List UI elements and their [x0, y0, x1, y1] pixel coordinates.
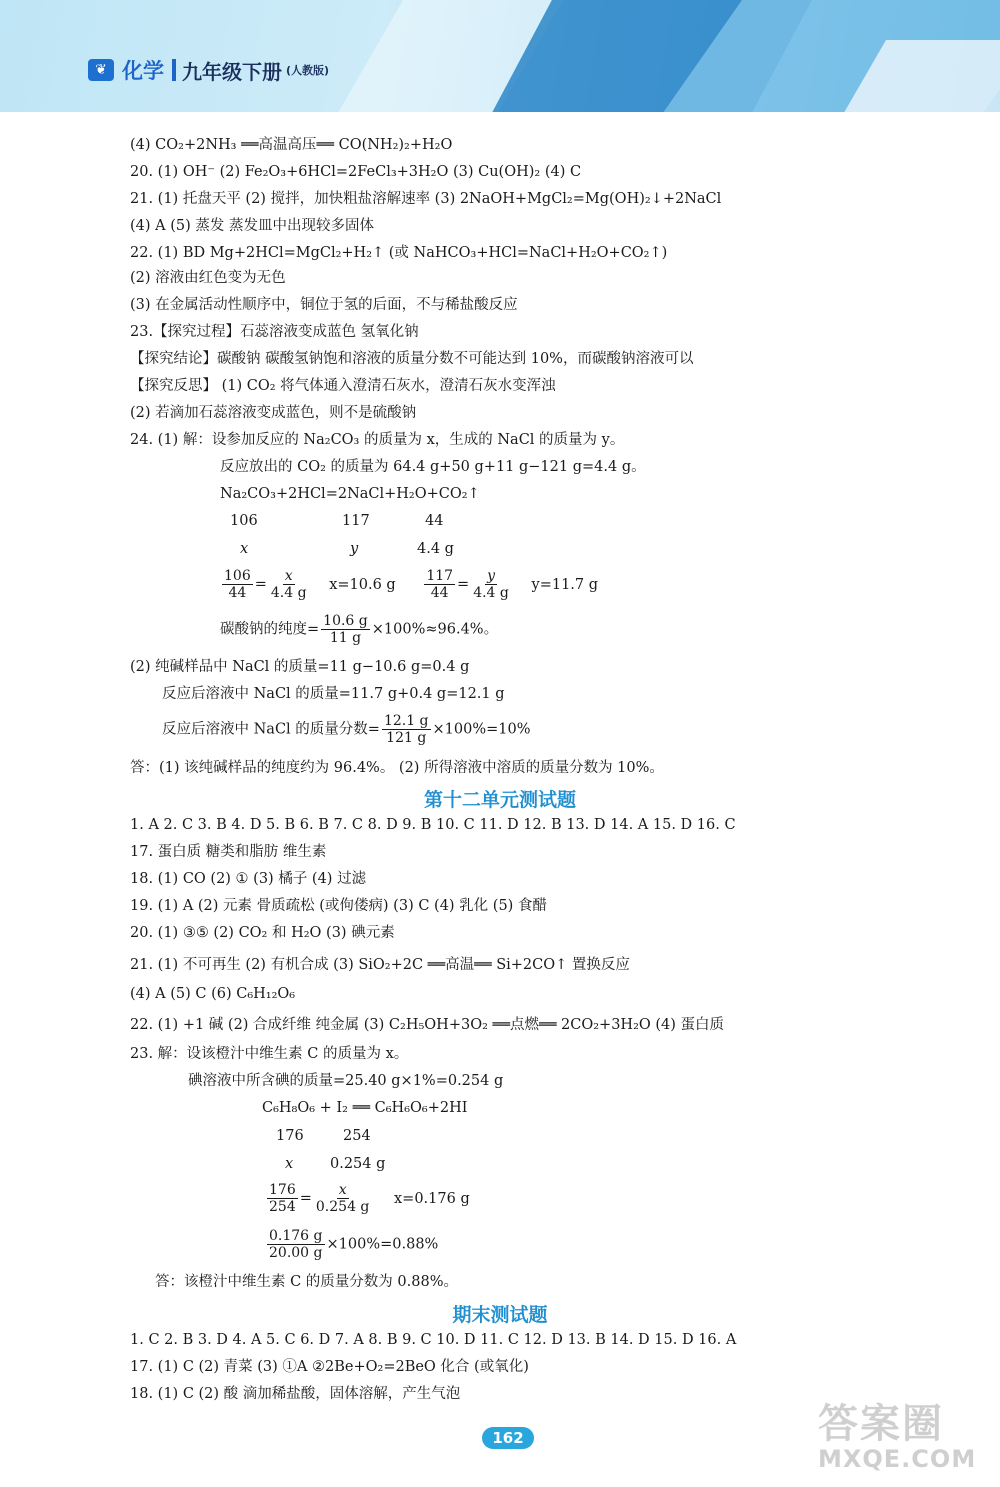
answer-line: 答：该橙汁中维生素 C 的质量分数为 0.88%。: [155, 1274, 458, 1290]
answer-line: 1. C 2. B 3. D 4. A 5. C 6. D 7. A 8. B 9. C 10. D 11. C 12. D 13. B 14. D 15. D 16. A: [130, 1332, 737, 1348]
answer-line: 22. (1) BD Mg+2HCl=MgCl₂+H₂↑ (或 NaHCO₃+HCl=NaCl+H₂O+CO₂↑): [130, 245, 668, 261]
fraction: $\frac{0.176 g}{20.00 g}$: [269, 1228, 323, 1261]
fraction: $\frac{10.6 g}{11 g}$: [323, 613, 368, 646]
answer-line: 18. (1) CO (2) ① (3) 橘子 (4) 过滤: [130, 871, 367, 887]
equation-line: C₆H₈O₆ + I₂ ══ C₆H₆O₆+2HI: [262, 1100, 468, 1116]
fraction: $\frac{x}{4.4 g}$: [270, 568, 307, 601]
result-x: x=0.176 g: [394, 1190, 470, 1207]
answer-line: (4) A (5) C (6) C₆H₁₂O₆: [130, 986, 296, 1002]
known-mass: 0.254 g: [330, 1156, 386, 1172]
subject-label: 化学: [122, 59, 164, 83]
answer-line: 22. (1) +1 碱 (2) 合成纤维 纯金属 (3) C₂H₅OH+3O₂ ══点燃══ 2CO₂+3H₂O (4) 蛋白质: [130, 1017, 725, 1033]
molar-mass: 176: [276, 1128, 304, 1144]
molar-mass: 117: [342, 513, 370, 529]
answer-line: 1. A 2. C 3. B 4. D 5. B 6. B 7. C 8. D 9. B 10. C 11. D 12. B 13. D 14. A 15. D 16. C: [130, 817, 736, 833]
result-x: x=10.6 g: [329, 576, 396, 593]
answer-line: (2) 纯碱样品中 NaCl 的质量=11 g−10.6 g=0.4 g: [130, 659, 470, 675]
molar-mass: 44: [425, 513, 444, 529]
molar-mass: 254: [343, 1128, 371, 1144]
answer-line: 18. (1) C (2) 酸 滴加稀盐酸，固体溶解，产生气泡: [130, 1386, 461, 1402]
purity-line: 碳酸钠的纯度= $\frac{10.6 g}{11 g}$ ×100%≈96.4%。: [220, 613, 499, 646]
fraction: $\frac{176}{254}$: [269, 1182, 296, 1215]
proportion-line: $\frac{106}{44}$ = $\frac{x}{4.4 g}$ x=10.6 g $\frac{117}{44}$ = $\frac{y}{4.4 g}$ y=11.7 g: [224, 568, 599, 601]
watermark-logo: 答案圈: [818, 1401, 944, 1447]
answer-line: 21. (1) 托盘天平 (2) 搅拌，加快粗盐溶解速率 (3) 2NaOH+MgCl₂=Mg(OH)₂↓+2NaCl: [130, 191, 722, 207]
fraction: $\frac{117}{44}$: [426, 568, 454, 601]
answer-line: (4) CO₂+2NH₃ ══高温高压══ CO(NH₂)₂+H₂O: [130, 137, 453, 153]
watermark-url: MXQE.COM: [818, 1445, 977, 1473]
grade-label: 九年级下册: [182, 59, 282, 84]
answer-line: 17. 蛋白质 糖类和脂肪 维生素: [130, 844, 327, 860]
section-title: 第十二单元测试题: [423, 789, 576, 811]
answer-line: 20. (1) ③⑤ (2) CO₂ 和 H₂O (3) 碘元素: [130, 925, 395, 941]
unknown-label: x: [240, 541, 249, 557]
answer-line: 【探究反思】 (1) CO₂ 将气体通入澄清石灰水，澄清石灰水变浑浊: [130, 378, 556, 394]
fraction: $\frac{x}{0.254 g}$: [315, 1182, 370, 1215]
answer-line: 23.【探究过程】石蕊溶液变成蓝色 氢氧化钠: [130, 324, 419, 340]
answer-line: 【探究结论】碳酸钠 碳酸氢钠饱和溶液的质量分数不可能达到 10%，而碳酸钠溶液可以: [130, 351, 694, 367]
book-title: [88, 56, 329, 84]
answer-line: (4) A (5) 蒸发 蒸发皿中出现较多固体: [130, 218, 374, 234]
section-title: 期末测试题: [452, 1304, 548, 1326]
known-mass: 4.4 g: [417, 541, 454, 557]
answer-line: 24. (1) 解：设参加反应的 Na₂CO₃ 的质量为 x，生成的 NaCl 的质量为 y。: [130, 432, 625, 448]
fraction: $\frac{106}{44}$: [224, 568, 251, 601]
watermark: [818, 1392, 988, 1482]
fraction-line: $\frac{0.176 g}{20.00 g}$ ×100%=0.88%: [269, 1228, 439, 1261]
equation-line: Na₂CO₃+2HCl=2NaCl+H₂O+CO₂↑: [220, 486, 480, 502]
fraction-line: 反应后溶液中 NaCl 的质量分数= $\frac{12.1 g}{121 g}$ ×100%=10%: [162, 713, 531, 746]
fraction: $\frac{12.1 g}{121 g}$: [383, 713, 429, 746]
molar-mass: 106: [230, 513, 258, 529]
answer-line: 答：(1) 该纯碱样品的纯度约为 96.4%。 (2) 所得溶液中溶质的质量分数为 10%。: [130, 760, 664, 776]
answer-line: (2) 若滴加石蕊溶液变成蓝色，则不是硫酸钠: [130, 405, 417, 421]
answer-line: 碘溶液中所含碘的质量=25.40 g×1%=0.254 g: [188, 1073, 504, 1089]
answer-line: 20. (1) OH⁻ (2) Fe₂O₃+6HCl=2FeCl₃+3H₂O (3) Cu(OH)₂ (4) C: [130, 164, 582, 180]
result-y: y=11.7 g: [531, 576, 599, 593]
answer-line: (3) 在金属活动性顺序中，铜位于氢的后面，不与稀盐酸反应: [130, 297, 518, 313]
answer-line: 23. 解：设该橙汁中维生素 C 的质量为 x。: [130, 1046, 409, 1062]
answer-line: 19. (1) A (2) 元素 骨质疏松 (或佝偻病) (3) C (4) 乳化 (5) 食醋: [130, 898, 547, 914]
fraction: $\frac{y}{4.4 g}$: [473, 568, 509, 601]
answer-line: 反应放出的 CO₂ 的质量为 64.4 g+50 g+11 g−121 g=4.4 g。: [220, 459, 646, 475]
unknown-label: y: [350, 541, 359, 557]
answer-line: 21. (1) 不可再生 (2) 有机合成 (3) SiO₂+2C ══高温══ Si+2CO↑ 置换反应: [130, 957, 630, 973]
title-divider: [172, 59, 176, 81]
unknown-label: x: [285, 1156, 294, 1172]
header-banner: [0, 0, 1000, 112]
page-number: 162: [482, 1427, 534, 1449]
answer-line: (2) 溶液由红色变为无色: [130, 270, 286, 286]
leaf-logo-icon: ❦: [88, 59, 114, 81]
proportion-line: $\frac{176}{254}$ = $\frac{x}{0.254 g}$ x=0.176 g: [269, 1182, 470, 1215]
edition-label: (人教版): [286, 64, 330, 77]
answer-line: 17. (1) C (2) 青菜 (3) ①A ②2Be+O₂=2BeO 化合 (或氧化): [130, 1359, 529, 1375]
answer-line: 反应后溶液中 NaCl 的质量=11.7 g+0.4 g=12.1 g: [162, 686, 505, 702]
